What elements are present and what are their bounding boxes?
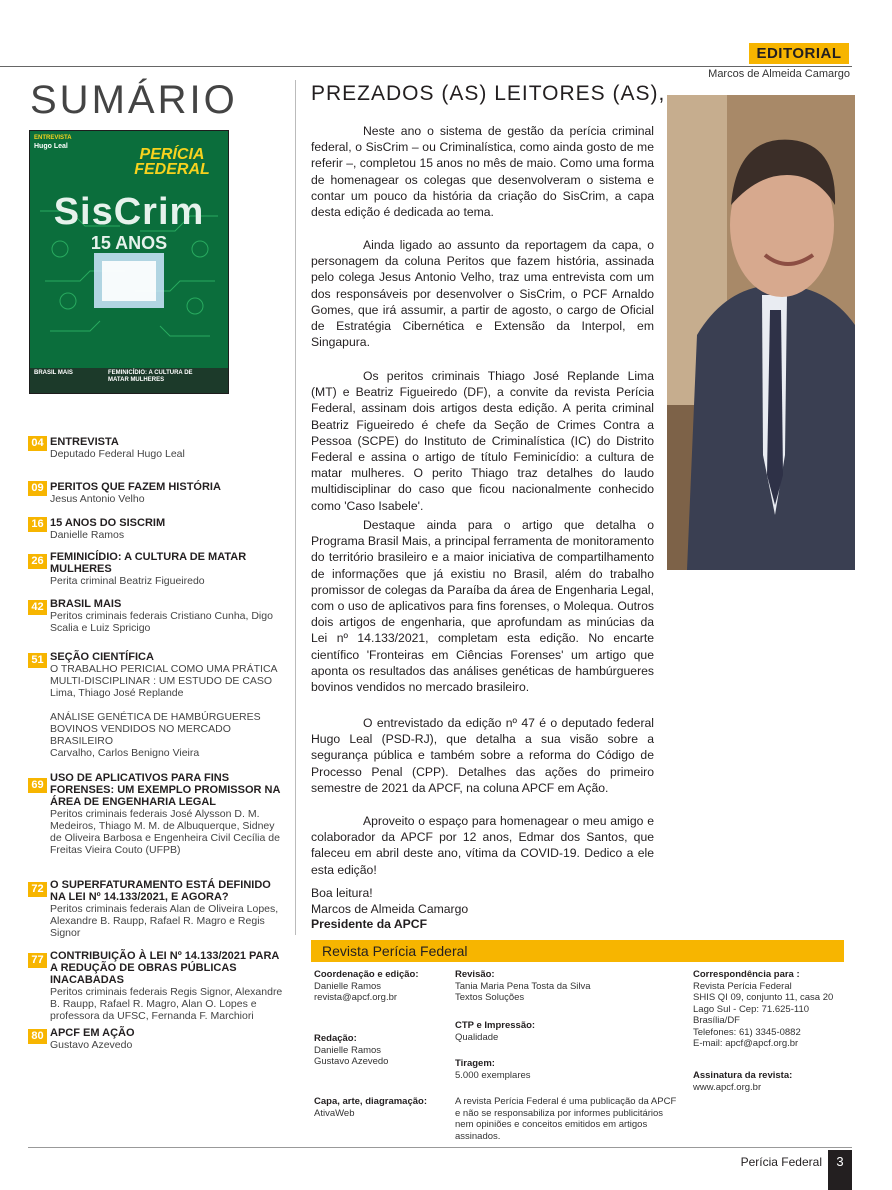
toc-subtitle: O TRABALHO PERICIAL COMO UMA PRÁTICA MULTI-DISCIPLINAR : UM ESTUDO DE CASO <box>50 663 277 687</box>
toc-page-number: 09 <box>28 481 47 496</box>
cover-interview-name: Hugo Leal <box>34 143 68 150</box>
editor-name: Marcos de Almeida Camargo <box>708 68 850 80</box>
letter-paragraph: O entrevistado da edição nº 47 é o deputado federal Hugo Leal (PSD-RJ), que detalha a sua visão sobre a segurança pública e também sobre a reforma do Código de Processo Penal (CPP). Detalhes das ações do primeiro semestre de 2021 da APCF, na coluna APCF em Ação. <box>311 716 654 795</box>
cover-footer-left: BRASIL MAIS <box>34 370 73 376</box>
cover-interview-tag: ENTREVISTA <box>34 135 72 141</box>
toc-page-number: 42 <box>28 600 47 615</box>
footer-publication: Perícia Federal <box>740 1155 822 1169</box>
toc-author: Lima, Thiago José Replande <box>50 687 184 699</box>
sumario-title: SUMÁRIO <box>30 78 238 122</box>
footer-divider <box>28 1147 852 1148</box>
credits-ctp: CTP e Impressão: Qualidade <box>455 1020 536 1043</box>
toc-item[interactable] <box>28 598 288 634</box>
credits-correspondence: Correspondência para : Revista Perícia Federal SHIS QI 09, conjunto 11, casa 20 Lago Sul - Cep: 71.625-110 Brasília/DF Telefones: 61) 3345-0882 E-mail: apcf@apcf.org.br <box>693 969 834 1049</box>
toc-page-number: 04 <box>28 436 47 451</box>
cover-subhead: 15 ANOS <box>90 233 168 253</box>
letter-paragraph: Destaque ainda para o artigo que detalha o Programa Brasil Mais, a principal ferramenta de monitoramento do território brasileiro e a maior iniciativa de compartilhamento de informações que já existiu no Brasil, além do trabalho promissor de colegas da Paraíba da área de Engenharia Legal, com o uso de aplicativos para fins forenses, o Molequa. Outros dois artigos de engenharia, que aprofundam as minúcias da Lei nº 14.133/2021, completam esta edição. No encarte científico 'Fronteiras em Ciências Forenses' um artigo que aponta os resultados das análises genéticas de hambúrgueres bovinos vendidos no mercado brasileiro. <box>311 518 654 695</box>
toc-item[interactable] <box>28 1027 288 1051</box>
toc-title: PERITOS QUE FAZEM HISTÓRIA <box>50 481 221 493</box>
toc-item[interactable] <box>28 772 288 856</box>
toc-title: 15 ANOS DO SISCRIM <box>50 517 166 529</box>
toc-item[interactable] <box>28 651 288 759</box>
toc-item[interactable] <box>28 436 288 460</box>
toc-subtitle: Peritos criminais federais Regis Signor, Alexandre B. Raupp, Rafael R. Magro, Alan O. Lopes e professora da UFSC, Fernanda F. Marchiori <box>50 986 283 1022</box>
toc-subtitle: Perita criminal Beatriz Figueiredo <box>50 575 205 587</box>
toc-title: USO DE APLICATIVOS PARA FINS FORENSES: UM EXEMPLO PROMISSOR NA ÁREA DE ENGENHARIA LEGAL <box>50 772 281 808</box>
toc-title: BRASIL MAIS <box>50 598 122 610</box>
toc-page-number: 80 <box>28 1029 47 1044</box>
credits-coordination: Coordenação e edição: Danielle Ramos revista@apcf.org.br <box>314 969 419 1003</box>
toc-title: FEMINICÍDIO: A CULTURA DE MATAR MULHERES <box>50 551 247 575</box>
toc-item[interactable] <box>28 551 288 587</box>
closing-role: Presidente da APCF <box>311 917 428 931</box>
cover-headline: SisCrim <box>53 191 205 233</box>
toc-subtitle: ANÁLISE GENÉTICA DE HAMBÚRGUERES BOVINOS VENDIDOS NO MERCADO BRASILEIRO <box>50 711 261 747</box>
magazine-cover <box>29 130 229 394</box>
toc-subtitle: Deputado Federal Hugo Leal <box>50 448 185 460</box>
toc-item[interactable] <box>28 517 288 541</box>
page-number: 3 <box>828 1150 852 1190</box>
toc-title: ENTREVISTA <box>50 436 119 448</box>
section-tag: EDITORIAL <box>749 43 849 64</box>
toc-item[interactable] <box>28 950 288 1022</box>
toc-subtitle: Peritos criminais federais Cristiano Cunha, Digo Scalia e Luiz Spricigo <box>50 610 273 634</box>
toc-page-number: 51 <box>28 653 47 668</box>
credits-tiragem: Tiragem: 5.000 exemplares <box>455 1058 531 1081</box>
letter-salutation: PREZADOS (AS) LEITORES (AS), <box>311 82 666 105</box>
toc-title: SEÇÃO CIENTÍFICA <box>50 651 154 663</box>
toc-author: Carvalho, Carlos Benigno Vieira <box>50 747 200 759</box>
cover-masthead: PERÍCIA FEDERAL <box>134 146 210 178</box>
toc-subtitle: Peritos criminais federais José Alysson D. M. Medeiros, Thiago M. M. de Albuquerque, Sidney de Oliveira Barbosa e Engenheira Civil Cecília de Freitas Vieira Couto (UFPB) <box>50 808 280 856</box>
toc-page-number: 69 <box>28 778 47 793</box>
editor-photo <box>667 95 855 570</box>
letter-paragraph: Os peritos criminais Thiago José Replande Lima (MT) e Beatriz Figueiredo (DF), a convite da revista Perícia Federal, assinam dois artigos desta edição. A perita criminal Beatriz Figueiredo é chefe da Seção de Crimes Contra a Pessoa (SCPE) do Instituto de Criminalística (IC) do Distrito Federal e assina o artigo de título Feminicídio: a cultura de matar mulheres. O perito Thiago traz detalhes do laudo multidisciplinar do caso que ficou nacionalmente conhecido como 'Caso Isabele'. <box>311 369 654 513</box>
toc-subtitle: Peritos criminais federais Alan de Oliveira Lopes, Alexandre B. Raupp, Rafael R. Magro e Regis Signor <box>50 903 279 939</box>
toc-page-number: 16 <box>28 517 47 532</box>
toc-item[interactable] <box>28 879 288 939</box>
credits-redacao: Redação: Danielle Ramos Gustavo Azevedo <box>314 1033 389 1067</box>
credits-disclaimer: A revista Perícia Federal é uma publicação da APCF e não se responsabiliza por informes publicitários nem opiniões e conceitos emitidos em artigos assinados. <box>455 1096 677 1142</box>
credits-title: Revista Perícia Federal <box>322 943 468 959</box>
toc-page-number: 77 <box>28 953 47 968</box>
top-divider <box>0 66 852 67</box>
toc-title: O SUPERFATURAMENTO ESTÁ DEFINIDO NA LEI Nº 14.133/2021, E AGORA? <box>50 879 271 903</box>
toc-title: CONTRIBUIÇÃO À LEI Nº 14.133/2021 PARA A REDUÇÃO DE OBRAS PÚBLICAS INACABADAS <box>50 950 279 986</box>
letter-paragraph: Aproveito o espaço para homenagear o meu amigo e colaborador da APCF por 12 anos, Edmar dos Santos, que faleceu em abril deste ano, vítima da COVID-19. Dedico a ele esta edição! <box>311 814 654 877</box>
credits-subscription: Assinatura da revista: www.apcf.org.br <box>693 1070 793 1093</box>
toc-subtitle: Jesus Antonio Velho <box>50 493 145 505</box>
toc-title: APCF EM AÇÃO <box>50 1027 135 1039</box>
toc-page-number: 26 <box>28 554 47 569</box>
credits-capa: Capa, arte, diagramação: AtivaWeb <box>314 1096 427 1119</box>
toc-page-number: 72 <box>28 882 47 897</box>
toc-subtitle: Gustavo Azevedo <box>50 1039 133 1051</box>
toc-subtitle: Danielle Ramos <box>50 529 125 541</box>
letter-paragraph: Ainda ligado ao assunto da reportagem da capa, o personagem da coluna Peritos que fazem história, assinada pelo colega Jesus Antonio Velho, traz uma entrevista com um dos responsáveis por desenvolver o SisCrim, o PCF Arnaldo Gomes, que irá assumir, a partir de agosto, o cargo de Oficial de Estratégia Cibernética e Extensão da Interpol, em Singapura. <box>311 238 654 350</box>
closing-signature: Marcos de Almeida Camargo <box>311 902 469 916</box>
cover-footer-right: FEMINICÍDIO: A CULTURA DE MATAR MULHERES <box>108 370 193 383</box>
letter-paragraph: Neste ano o sistema de gestão da perícia criminal federal, o SisCrim – ou Criminalística, como ainda gosto de me referir –, completou 15 anos no mês de maio. Como uma forma de homenagear os colegas que desenvolveram o sistema e contar um pouco da história da criação do SisCrim, a capa desta edição é dedicada ao tema. <box>311 124 654 220</box>
column-divider <box>295 80 296 935</box>
toc-item[interactable] <box>28 481 288 505</box>
closing-greeting: Boa leitura! <box>311 886 373 900</box>
credits-revisao: Revisão: Tania Maria Pena Tosta da Silva Textos Soluções <box>455 969 591 1003</box>
